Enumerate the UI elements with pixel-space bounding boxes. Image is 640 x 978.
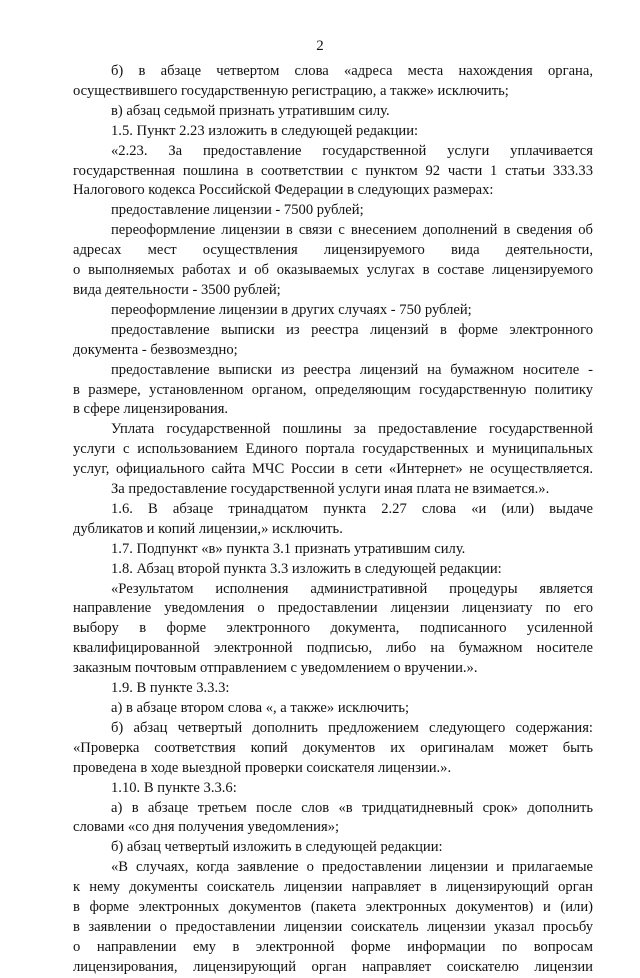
text-line: о направлении ему в электронной форме информации по вопросам: [73, 938, 593, 955]
text-line: заказным почтовым отправлением с уведомлением о вручении.».: [73, 660, 478, 677]
text-line: 1.7. Подпункт «в» пункта 3.1 признать утратившим силу.: [111, 540, 466, 557]
text-line: предоставление выписки из реестра лицензий в форме электронного: [111, 321, 593, 338]
text-line: квалифицированной электронной подписью, либо на бумажном носителе: [73, 640, 593, 657]
text-line: а) в абзаце втором слова «, а также» исключить;: [111, 700, 410, 716]
page-number: 2: [316, 38, 324, 54]
text-line: 1.6. В абзаце тринадцатом пункта 2.27 слова «и (или) выдаче: [111, 500, 593, 517]
text-line: переоформление лицензии в других случаях - 750 рублей;: [111, 301, 472, 318]
text-line: б) абзац четвертый дополнить предложением следующего содержания:: [111, 719, 593, 736]
text-line: б) абзац четвертый изложить в следующей редакции:: [111, 839, 443, 856]
text-line: лицензирования, лицензирующий орган направляет соискателю лицензии: [73, 958, 593, 975]
text-line: в заявлении о предоставлении лицензии соискатель лицензии указал просьбу: [73, 918, 593, 935]
text-line: в размере, установленном органом, определяющим государственную политику: [73, 381, 593, 398]
text-line: к нему документы соискатель лицензии направляет в лицензирующий орган: [73, 879, 593, 896]
text-line: «В случаях, когда заявление о предоставлении лицензии и прилагаемые: [111, 859, 593, 876]
text-line: Уплата государственной пошлины за предоставление государственной: [111, 421, 593, 438]
text-line: 1.5. Пункт 2.23 изложить в следующей редакции:: [111, 122, 419, 139]
text-line: «Результатом исполнения административной процедуры является: [111, 580, 593, 597]
text-line: 1.9. В пункте 3.3.3:: [111, 680, 230, 697]
text-line: в сфере лицензирования.: [73, 401, 229, 418]
document-body: [73, 62, 593, 978]
text-line: словами «со дня получения уведомления»;: [73, 819, 340, 836]
text-line: о выполняемых работах и об оказываемых услугах в составе лицензируемого: [73, 262, 593, 279]
text-line: проведена в ходе выездной проверки соискателя лицензии.».: [73, 759, 452, 776]
text-line: «2.23. За предоставление государственной услуги уплачивается: [111, 142, 593, 159]
text-line: государственная пошлина в соответствии с пунктом 92 части 1 статьи 333.33: [73, 162, 593, 179]
text-line: адресах мест осуществления лицензируемого вида деятельности,: [73, 242, 593, 259]
text-line: предоставление лицензии - 7500 рублей;: [111, 202, 364, 219]
text-line: документа - безвозмездно;: [73, 341, 238, 358]
text-line: в форме электронных документов (пакета электронных документов) и (или): [73, 899, 593, 916]
text-line: направление уведомления о предоставлении лицензии лицензиату по его: [73, 600, 593, 617]
text-line: За предоставление государственной услуги иная плата не взимается.».: [111, 481, 550, 498]
text-line: вида деятельности - 3500 рублей;: [73, 281, 281, 298]
text-line: Налогового кодекса Российской Федерации в следующих размерах:: [73, 182, 494, 199]
text-line: 1.10. В пункте 3.3.6:: [111, 779, 237, 796]
text-line: а) в абзаце третьем после слов «в тридцатидневный срок» дополнить: [111, 799, 593, 816]
text-line: предоставление выписки из реестра лицензий на бумажном носителе -: [111, 361, 593, 378]
text-line: 1.8. Абзац второй пункта 3.3 изложить в следующей редакции:: [111, 560, 502, 577]
text-line: переоформление лицензии в связи с внесением дополнений в сведения об: [111, 222, 593, 239]
text-line: выбору в форме электронного документа, подписанного усиленной: [73, 620, 593, 637]
text-line: услуги с использованием Единого портала государственных и муниципальных: [73, 441, 593, 458]
text-line: б) в абзаце четвертом слова «адреса места нахождения органа,: [111, 63, 593, 79]
text-line: осуществившего государственную регистрацию, а также» исключить;: [73, 82, 509, 99]
text-line: «Проверка соответствия копий документов их оригиналам может быть: [73, 739, 593, 756]
text-line: услуг, официального сайта МЧС России в сети «Интернет» не осуществляется.: [73, 461, 593, 478]
text-line: в) абзац седьмой признать утратившим силу.: [111, 102, 390, 119]
text-line: дубликатов и копий лицензии,» исключить.: [73, 520, 343, 537]
